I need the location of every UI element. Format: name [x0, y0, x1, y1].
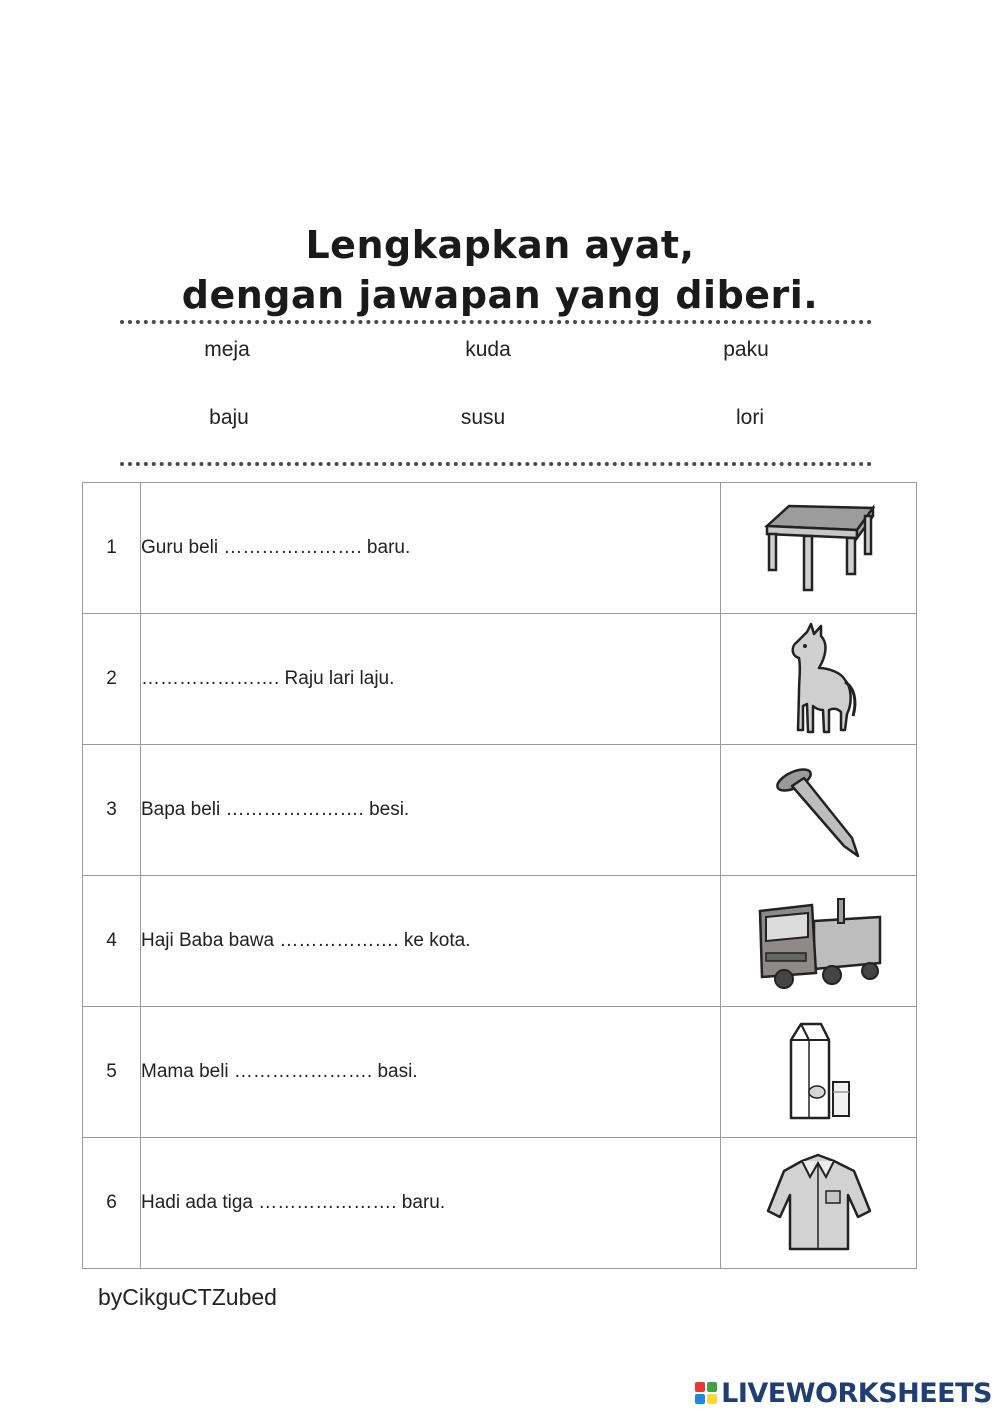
logo-square-icon	[707, 1394, 717, 1404]
question-number: 4	[83, 876, 141, 1007]
word-bank-item: meja	[204, 338, 250, 361]
table-row	[83, 614, 917, 745]
dotted-divider-top	[120, 320, 872, 324]
title-line-2: dengan jawapan yang diberi.	[181, 273, 819, 317]
question-number: 6	[83, 1138, 141, 1269]
lorry-picture	[721, 876, 917, 1007]
word-bank-item: lori	[735, 406, 764, 429]
logo-square-icon	[707, 1382, 717, 1392]
table-icon	[759, 498, 879, 598]
horse-icon	[779, 622, 859, 737]
question-number: 1	[83, 483, 141, 614]
author-credit: byCikguCTZubed	[98, 1284, 277, 1310]
word-bank-item: baju	[209, 406, 249, 429]
question-sentence[interactable]: …………………. Raju lari laju.	[141, 614, 721, 745]
brand-name: LIVEWORKSHEETS	[721, 1377, 992, 1409]
logo-square-icon	[695, 1382, 705, 1392]
question-number: 5	[83, 1007, 141, 1138]
word-bank-item: susu	[460, 406, 506, 429]
logo-mark-icon	[695, 1382, 717, 1404]
question-sentence[interactable]: Mama beli …………………. basi.	[141, 1007, 721, 1138]
question-number: 3	[83, 745, 141, 876]
table-row	[83, 876, 917, 1007]
nail-picture	[721, 745, 917, 876]
word-bank-item: kuda	[465, 338, 511, 361]
shirt-icon	[764, 1151, 874, 1256]
dotted-divider-bottom	[120, 462, 872, 466]
table-row	[83, 745, 917, 876]
milk-carton-icon	[779, 1020, 859, 1125]
lorry-icon	[754, 891, 884, 991]
horse-picture	[721, 614, 917, 745]
liveworksheets-logo	[695, 1376, 992, 1410]
milk-carton-picture	[721, 1007, 917, 1138]
question-number: 2	[83, 614, 141, 745]
question-sentence[interactable]: Haji Baba bawa ………………. ke kota.	[141, 876, 721, 1007]
page-title	[0, 220, 1000, 320]
logo-square-icon	[695, 1394, 705, 1404]
word-bank-item: paku	[723, 338, 769, 361]
table-picture	[721, 483, 917, 614]
question-sentence[interactable]: Hadi ada tiga …………………. baru.	[141, 1138, 721, 1269]
table-row	[83, 1007, 917, 1138]
question-sentence[interactable]: Bapa beli …………………. besi.	[141, 745, 721, 876]
question-sentence[interactable]: Guru beli …………………. baru.	[141, 483, 721, 614]
title-line-1: Lengkapkan ayat,	[305, 223, 695, 267]
table-row	[83, 483, 917, 614]
nail-icon	[774, 760, 864, 860]
exercise-table	[82, 482, 917, 1269]
table-row	[83, 1138, 917, 1269]
shirt-picture	[721, 1138, 917, 1269]
